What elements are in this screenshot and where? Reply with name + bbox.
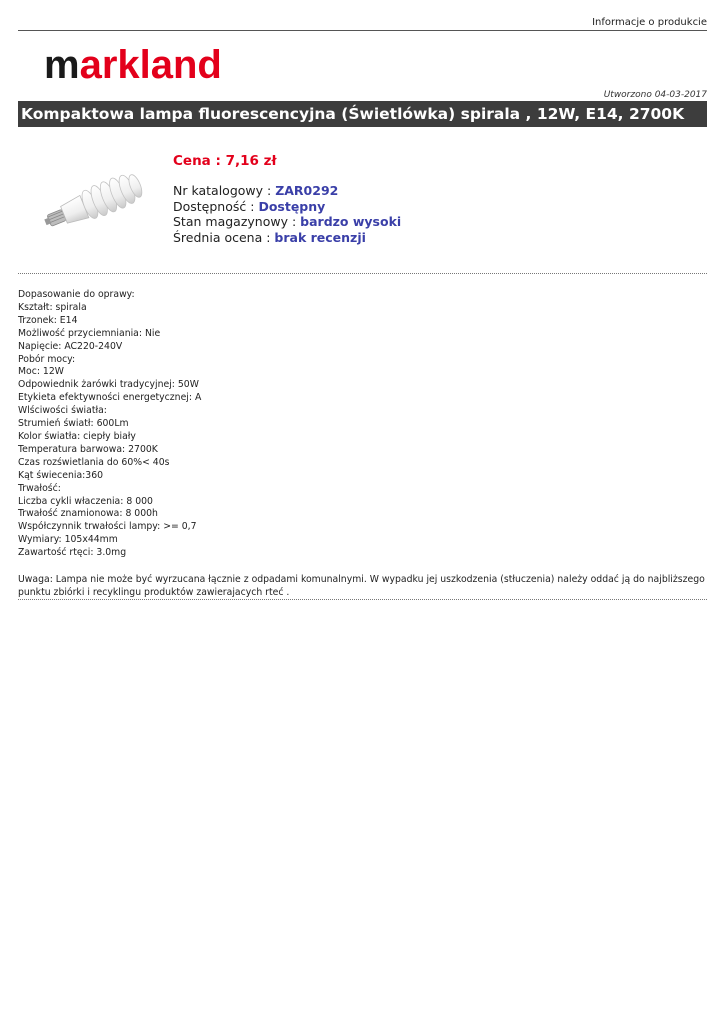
product-info-label: Informacje o produkcie [592,17,707,28]
catalog-number-value: ZAR0292 [275,183,339,198]
spec-line: Trwałość znamionowa: 8 000h [18,508,158,520]
divider [18,273,707,274]
spec-line: Czas rozświetlania do 60%< 40s [18,456,170,468]
spec-line: Możliwość przyciemniania: Nie [18,327,161,339]
spec-line: Odpowiednik żarówki tradycyjnej: 50W [18,379,199,391]
availability-row [173,199,401,215]
spec-line: Strumień światł: 600Lm [18,418,129,430]
product-title: Kompaktowa lampa fluorescencyjna (Świetlówka) spirala , 12W, E14, 2700K [21,105,685,123]
disposal-warning: Uwaga: Lampa nie może być wyrzucana łącznie z odpadami komunalnymi. W wypadku jej uszkodzenia (stłuczenia) należy oddać ją do najbliższego punktu zbiórki i recyklingu produktów zawierajacych rteć . [18,574,705,598]
catalog-number-row [173,183,401,199]
logo-text: markland [44,43,222,87]
rating-label: Średnia ocena : [173,229,275,245]
spec-line: Dopasowanie do oprawy: [18,289,135,300]
created-date: Utworzono 04-03-2017 [603,90,707,100]
availability-value: Dostępny [258,198,326,214]
stock-value: bardzo wysoki [300,214,402,229]
spec-line: Zawartość rtęci: 3.0mg [18,547,127,559]
stock-row [173,214,401,230]
spec-line: Kolor światła: ciepły biały [18,430,136,442]
divider-bottom [18,599,707,600]
price: Cena : 7,16 zł [173,153,277,169]
spec-line: Współczynnik trwałości lampy: >= 0,7 [18,521,197,533]
availability-label: Dostępność : [173,198,259,214]
spec-line: Wlściwości światła: [18,405,107,417]
spec-line: Etykieta efektywności energetycznej: A [18,392,202,404]
catalog-number-label: Nr katalogowy : [173,183,276,198]
cfl-spiral-bulb-icon [28,138,160,248]
spec-line: Kąt świecenia:360 [18,469,104,481]
spec-line: Kształt: spirala [18,301,87,313]
top-bar [18,14,707,31]
spec-list [18,289,201,560]
spec-line: Liczba cykli właczenia: 8 000 [18,495,153,507]
rating-row [173,230,401,246]
spec-line: Wymiary: 105x44mm [18,534,118,546]
product-details [173,153,401,245]
spec-line: Moc: 12W [18,366,64,378]
spec-line: Temperatura barwowa: 2700K [18,443,158,455]
markland-logo [42,40,242,90]
rating-value: brak recenzji [274,229,366,245]
spec-line: Trzonek: E14 [18,314,78,326]
spec-line: Napięcie: AC220-240V [18,340,123,352]
stock-label: Stan magazynowy : [173,214,301,229]
spec-line: Trwałość: [18,482,61,494]
title-bar [18,101,707,127]
spec-line: Pobór mocy: [18,353,76,365]
